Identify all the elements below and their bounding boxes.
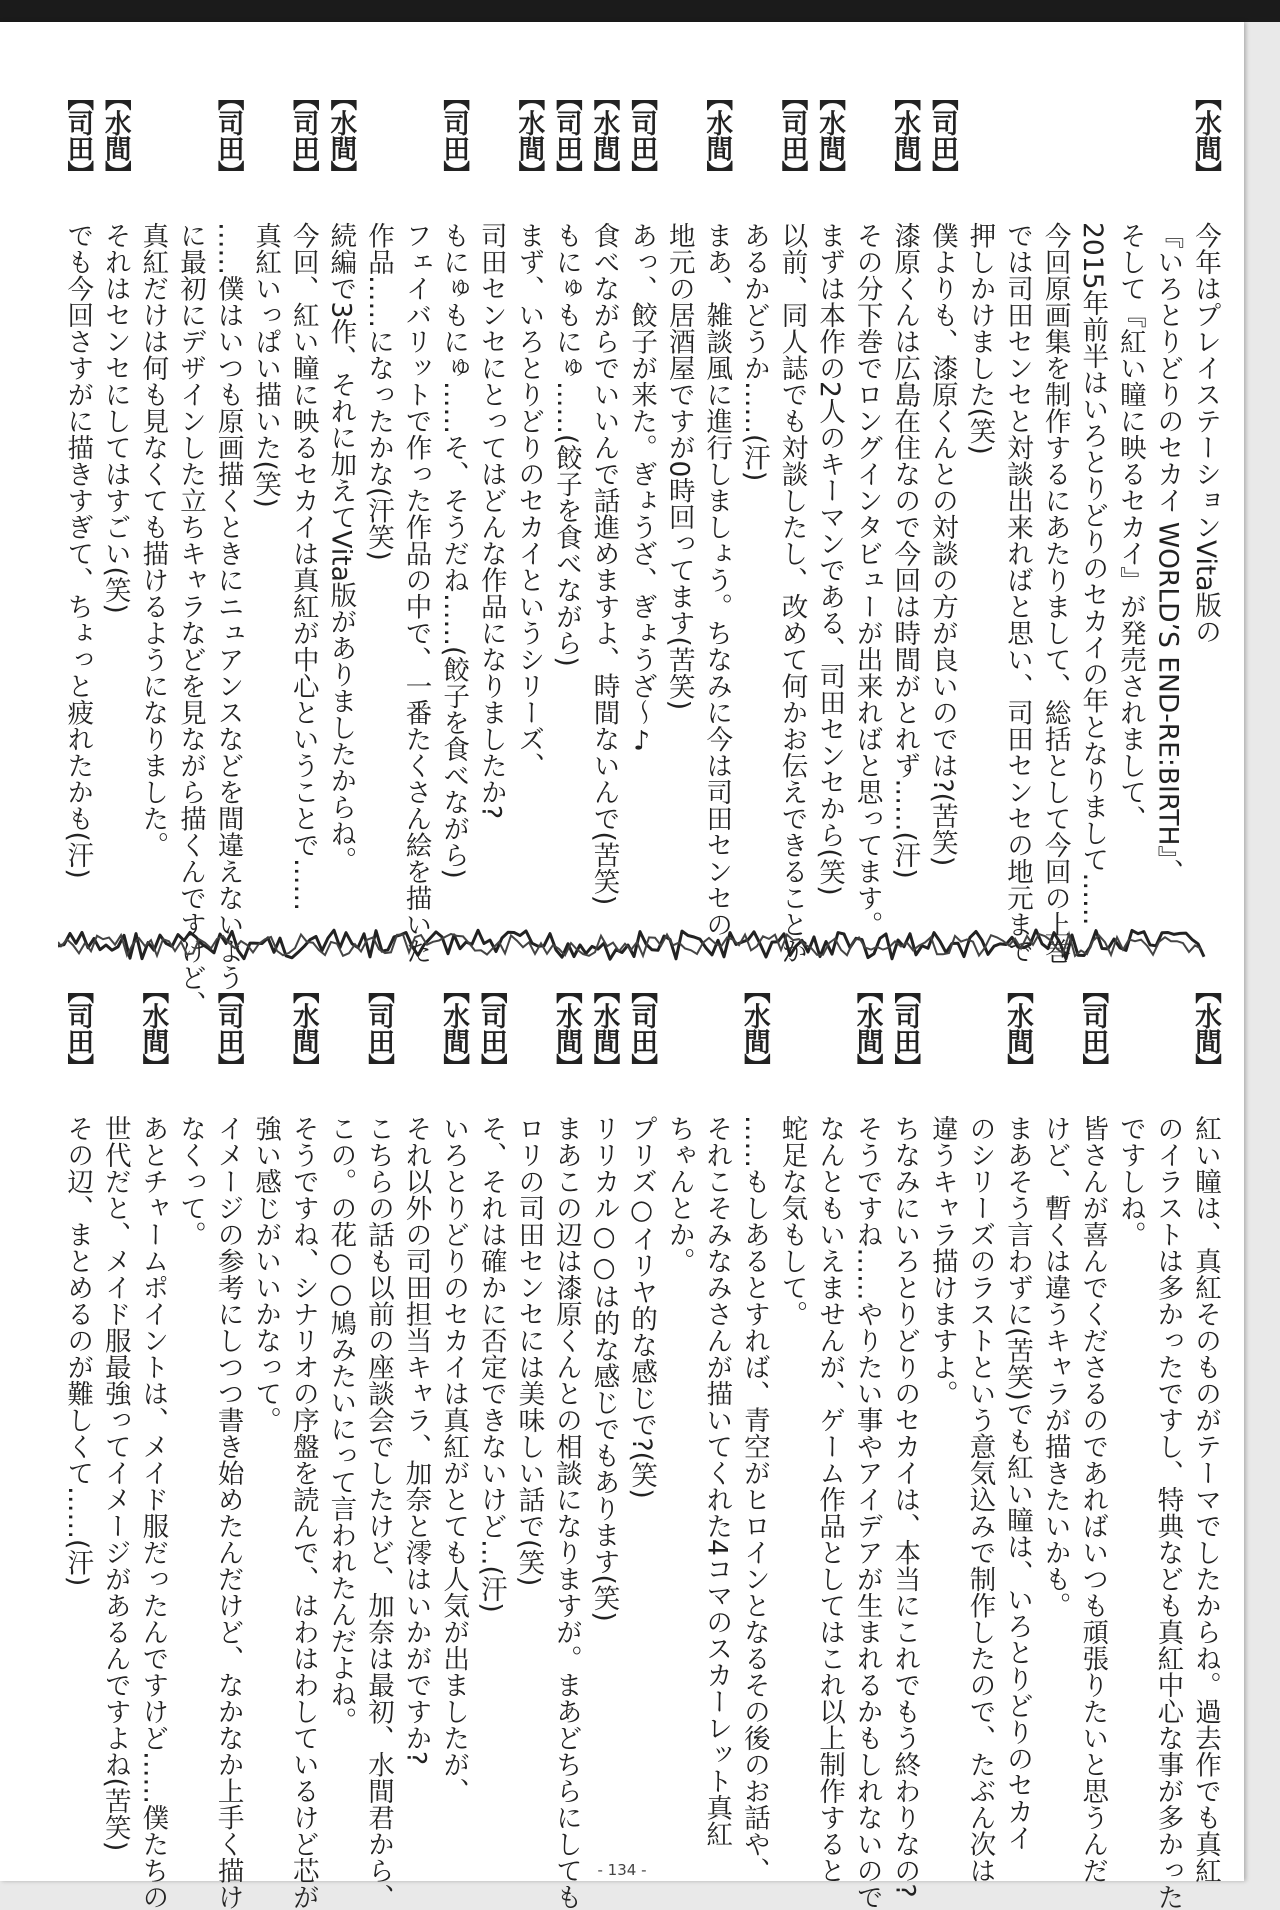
dialogue-text: プリズ○イリヤ的な感じで?(笑) (626, 1114, 658, 1499)
dialogue-text: なくって。 (174, 1114, 206, 1248)
speaker-label (664, 84, 694, 222)
page-number: - 134 - (597, 1861, 647, 1879)
dialogue-line (438, 84, 468, 939)
dialogue-text: そして『紅い瞳に映るセカイ』が発売されまして、 (1114, 221, 1146, 832)
speaker-label: 【水間】 (588, 84, 620, 186)
speaker-label: 【水間】 (701, 84, 733, 186)
dialogue-line (174, 84, 206, 1017)
dialogue-text: まず、いろとりどりのセカイというシリーズ、 (513, 221, 545, 779)
speaker-label (1115, 84, 1145, 222)
dialogue-text: のシリーズのラストという意気込みで制作したので、たぶん次は (964, 1114, 996, 1884)
speaker-label: 【水間】 (137, 977, 169, 1079)
speaker-label: 【司田】 (776, 84, 808, 186)
speaker-label: 【水間】 (738, 977, 770, 1079)
speaker-label (175, 84, 205, 222)
dialogue-line (551, 84, 581, 939)
dialogue-line (1190, 977, 1221, 1884)
dialogue-line (589, 84, 619, 939)
speaker-label (927, 977, 957, 1115)
dialogue-line (62, 84, 92, 939)
dialogue-text: 作品……になったかな(汗笑) (362, 221, 394, 561)
speaker-label (513, 977, 543, 1115)
dialogue-line (476, 84, 506, 939)
dialogue-line (814, 84, 844, 939)
dialogue-line (250, 977, 280, 1857)
speaker-label: 【水間】 (99, 84, 131, 186)
dialogue-line (1040, 977, 1070, 1857)
scribble-divider (58, 922, 1208, 966)
speaker-label: 【水間】 (1002, 977, 1034, 1079)
speaker-label (1040, 84, 1070, 222)
dialogue-line (589, 977, 619, 1857)
dialogue-text: それ以外の司田担当キャラ、加奈と澪はいかがですか? (400, 1114, 432, 1765)
speaker-label: 【司田】 (362, 977, 394, 1079)
dialogue-text: 真紅いっぱい描いた(笑) (250, 221, 282, 508)
dialogue-line (1039, 84, 1071, 964)
dialogue-line (1115, 977, 1145, 1857)
dialogue-line (1002, 977, 1032, 1857)
dialogue-text: あるかどうか……(汗) (738, 221, 770, 481)
dialogue-text: 以前、同人誌でも対談したし、改めて何かお伝えできることが (776, 221, 808, 964)
speaker-label (852, 84, 882, 222)
speaker-label: 【司田】 (626, 84, 658, 186)
dialogue-line (889, 977, 921, 1898)
dialogue-text: なんともいえませんが、ゲーム作品としてはこれ以上制作すると (814, 1114, 846, 1884)
speaker-label (964, 977, 994, 1115)
dialogue-text: 今回原画集を制作するにあたりまして、総括として今回の上巻 (1039, 221, 1071, 964)
speaker-label: 【司田】 (1077, 977, 1109, 1079)
speaker-label: 【司田】 (550, 84, 582, 186)
dialogue-line (701, 84, 731, 939)
dialogue-text: ちゃんとか。 (663, 1114, 695, 1274)
speaker-label: 【司田】 (626, 977, 658, 1079)
dialogue-text: フェイバリットで作った作品の中で、一番たくさん絵を描いた (400, 221, 432, 964)
dialogue-text: のイラストは多かったですし、特典なども真紅中心な事が多かった (1152, 1114, 1184, 1910)
dialogue-text: 蛇足な気もして。 (776, 1114, 808, 1327)
dialogue-line (288, 84, 318, 939)
dialogue-line (664, 977, 694, 1857)
speaker-label (739, 84, 769, 222)
speaker-label: 【司田】 (438, 84, 470, 186)
dialogue-text: あっ、餃子が来た。ぎょうざ、ぎょうざ～♪ (626, 221, 658, 757)
dialogue-text: まずは本作の2人のキーマンである、司田センセから(笑) (814, 221, 846, 896)
speaker-label (814, 977, 844, 1115)
dialogue-text: もにゅもにゅ……そ、そうだね……(餃子を食べながら) (438, 221, 470, 879)
dialogue-line (550, 977, 582, 1910)
dialogue-text: それはセンセにしてはすごい(笑) (99, 221, 131, 614)
dialogue-text: そ、それは確かに否定できないけど…(汗) (475, 1114, 507, 1613)
book-page (0, 22, 1244, 1910)
speaker-label: 【司田】 (889, 977, 921, 1079)
dialogue-line (852, 84, 882, 939)
dialogue-text: でも今回さすがに描きすぎて、ちょっと疲れたかも(汗) (62, 221, 94, 879)
dialogue-text: 続編で3作、それに加えてVita版がありましたからね。 (325, 221, 357, 874)
dialogue-text: この。の花○○鳩みたいにって言われたんだよね。 (325, 1114, 357, 1734)
dialogue-line (664, 84, 694, 939)
dialogue-text: 違うキャラ描けますよ。 (926, 1114, 958, 1407)
dialogue-text: 『いろとりどりのセカイ WORLD’S END-RE:BIRTH』、 (1152, 221, 1184, 885)
dialogue-line (62, 977, 92, 1857)
dialogue-line (100, 84, 130, 939)
speaker-label: 【水間】 (889, 84, 921, 186)
speaker-label: 【水間】 (1190, 84, 1221, 186)
dialogue-text: 紅い瞳は、真紅そのものがテーマでしたからね。過去作でも真紅 (1190, 1114, 1221, 1884)
dialogue-text: その分下巻でロングインタビューが出来ればと思ってます。 (851, 221, 883, 938)
dialogue-line (1190, 84, 1220, 939)
dialogue-text: それこそみなみさんが描いてくれた4コマのスカーレット真紅 (701, 1114, 733, 1848)
speaker-label (1077, 84, 1107, 222)
dialogue-line (851, 977, 883, 1910)
dialogue-line (927, 84, 957, 939)
speaker-label (1152, 977, 1182, 1115)
speaker-label (1152, 84, 1182, 222)
speaker-label: 【水間】 (1190, 977, 1221, 1079)
dialogue-text: 地元の居酒屋ですが0時回ってます(苦笑) (663, 221, 695, 710)
dialogue-line (325, 84, 355, 939)
dialogue-line (401, 977, 431, 1857)
speaker-label: 【司田】 (62, 977, 94, 1079)
dialogue-line (363, 84, 393, 939)
dialogue-text: まあこの辺は漆原くんとの相談になりますが。まあどちらにしても (550, 1114, 582, 1910)
speaker-label (1002, 84, 1032, 222)
dialogue-text: ロリの司田センセには美味しい話で(笑) (513, 1114, 545, 1586)
dialogue-line (100, 977, 130, 1857)
speaker-label: 【水間】 (438, 977, 470, 1079)
dialogue-text: あとチャームポイントは、メイド服だったんですけど……僕たちの (137, 1114, 169, 1910)
dialogue-text: その辺、まとめるのが難しくて……(汗) (62, 1114, 94, 1586)
dialogue-line (1002, 84, 1034, 964)
speaker-label (701, 977, 731, 1115)
dialogue-line (964, 84, 994, 939)
dialogue-line (513, 977, 543, 1857)
dialogue-text: けど、暫くは違うキャラが描きたいかも。 (1039, 1114, 1071, 1619)
dialogue-line (776, 84, 808, 964)
speaker-label (100, 977, 130, 1115)
dialogue-line (626, 84, 656, 939)
speaker-label (137, 84, 167, 222)
dialogue-text: 世代だと、メイド服最強ってイメージがあるんですよね(苦笑) (99, 1114, 131, 1851)
dialogue-line (1152, 977, 1184, 1910)
dialogue-text: 司田センセにとってはどんな作品になりましたか? (475, 221, 507, 819)
speaker-label (325, 977, 355, 1115)
speaker-label: 【司田】 (287, 84, 319, 186)
dialogue-text: 強い感じがいいかなって。 (250, 1114, 282, 1433)
speaker-label: 【水間】 (325, 84, 357, 186)
dialogue-text: まあそう言わずに(苦笑)でも紅い瞳は、いろとりどりのセカイ (1002, 1114, 1034, 1851)
speaker-label (776, 977, 806, 1115)
speaker-label (363, 84, 393, 222)
speaker-label: 【水間】 (513, 84, 545, 186)
dialogue-line (438, 977, 468, 1857)
dialogue-text: まあ、雑談風に進行しましょう。ちなみに今は司田センセの (701, 221, 733, 938)
speaker-label: 【司田】 (926, 84, 958, 186)
speaker-label: 【水間】 (550, 977, 582, 1079)
dialogue-line (212, 977, 244, 1910)
speaker-label (401, 84, 431, 222)
dialogue-text: いろとりどりのセカイは真紅がとても人気が出ましたが、 (438, 1114, 470, 1804)
dialogue-text: そうですね、シナリオの序盤を読んで、はわはわしているけど芯が (287, 1114, 319, 1910)
dialogue-text: に最初にデザインした立ちキャラなどを見ながら描くんですけど、 (174, 221, 206, 1017)
dialogue-text: こちらの話も以前の座談会でしたけど、加奈は最初、水間君から、 (362, 1114, 394, 1910)
dialogue-line (964, 977, 996, 1884)
speaker-label: 【司田】 (62, 84, 94, 186)
dialogue-text: 2015年前半はいろとりどりのセカイの年となりまして…… (1077, 221, 1109, 926)
dialogue-line (175, 977, 205, 1857)
dialogue-line (513, 84, 543, 939)
speaker-label: 【水間】 (287, 977, 319, 1079)
speaker-label: 【水間】 (588, 977, 620, 1079)
dialogue-line (739, 84, 769, 939)
speaker-label: 【司田】 (212, 84, 244, 186)
dialogue-text: ですしね。 (1114, 1114, 1146, 1248)
dialogue-text: 今年はプレイステーションVita版の (1190, 221, 1221, 645)
dialogue-line (814, 977, 846, 1884)
speaker-label: 【水間】 (851, 977, 883, 1079)
top-border-bar (0, 0, 1280, 22)
dialogue-line (476, 977, 506, 1857)
dialogue-text: 押しかけました(笑) (964, 221, 996, 455)
dialogue-line (287, 977, 319, 1910)
dialogue-line (1115, 84, 1145, 939)
dialogue-text: では司田センセと対談出来ればと思い、司田センセの地元まで (1002, 221, 1034, 964)
dialogue-line (1077, 84, 1107, 939)
dialogue-text: リリカル○○は的な感じでもあります(笑) (588, 1114, 620, 1622)
dialogue-text: 漆原くんは広島在住なので今回は時間がとれず……(汗) (889, 221, 921, 879)
speaker-label: 【水間】 (814, 84, 846, 186)
speaker-label (964, 84, 994, 222)
dialogue-line (212, 84, 244, 991)
dialogue-text: 真紅だけは何も見なくても描けるようになりました。 (137, 221, 169, 858)
speaker-label (664, 977, 694, 1115)
dialogue-text: 皆さんが喜んでくださるのであればいつも頑張りたいと思うんだ (1077, 1114, 1109, 1884)
dialogue-line (1077, 977, 1109, 1884)
dialogue-line (776, 977, 806, 1857)
speaker-label (401, 977, 431, 1115)
dialogue-text: 食べながらでいいんで話進めますよ、時間ないんで(苦笑) (588, 221, 620, 905)
speaker-label (1040, 977, 1070, 1115)
dialogue-line (626, 977, 656, 1857)
speaker-label (476, 84, 506, 222)
dialogue-line (701, 977, 731, 1857)
speaker-label (175, 977, 205, 1115)
dialogue-text: ……僕はいつも原画描くときにニュアンスなどを間違えないよう (212, 221, 244, 991)
dialogue-line (325, 977, 355, 1857)
dialogue-text: もにゅもにゅ……(餃子を食べながら) (550, 221, 582, 667)
speaker-label: 【司田】 (212, 977, 244, 1079)
dialogue-line (1152, 84, 1182, 939)
dialogue-line (927, 977, 957, 1857)
dialogue-text: そうですね……やりたい事やアイデアが生まれるかもしれないので (851, 1114, 883, 1910)
dialogue-line (400, 84, 432, 964)
dialogue-line (362, 977, 394, 1910)
dialogue-line (137, 977, 169, 1910)
dialogue-text: 今回、紅い瞳に映るセカイは真紅が中心ということで…… (287, 221, 319, 911)
dialogue-text: 僕よりも、漆原くんとの対談の方が良いのでは?(苦笑) (926, 221, 958, 867)
dialogue-text: ……もしあるとすれば、青空がヒロインとなるその後のお話や、 (738, 1114, 770, 1884)
dialogue-line (250, 84, 280, 939)
dialogue-line (738, 977, 770, 1884)
dialogue-line (889, 84, 919, 939)
dialogue-text: ちなみにいろとりどりのセカイは、本当にこれでもう終わりなの? (889, 1114, 921, 1898)
speaker-label (250, 977, 280, 1115)
speaker-label: 【司田】 (475, 977, 507, 1079)
interview-upper-section (62, 84, 1221, 1017)
speaker-label (1115, 977, 1145, 1115)
speaker-label (250, 84, 280, 222)
dialogue-text: イメージの参考にしつつ書き始めたんだけど、なかなか上手く描け (212, 1114, 244, 1910)
dialogue-line (137, 84, 167, 939)
